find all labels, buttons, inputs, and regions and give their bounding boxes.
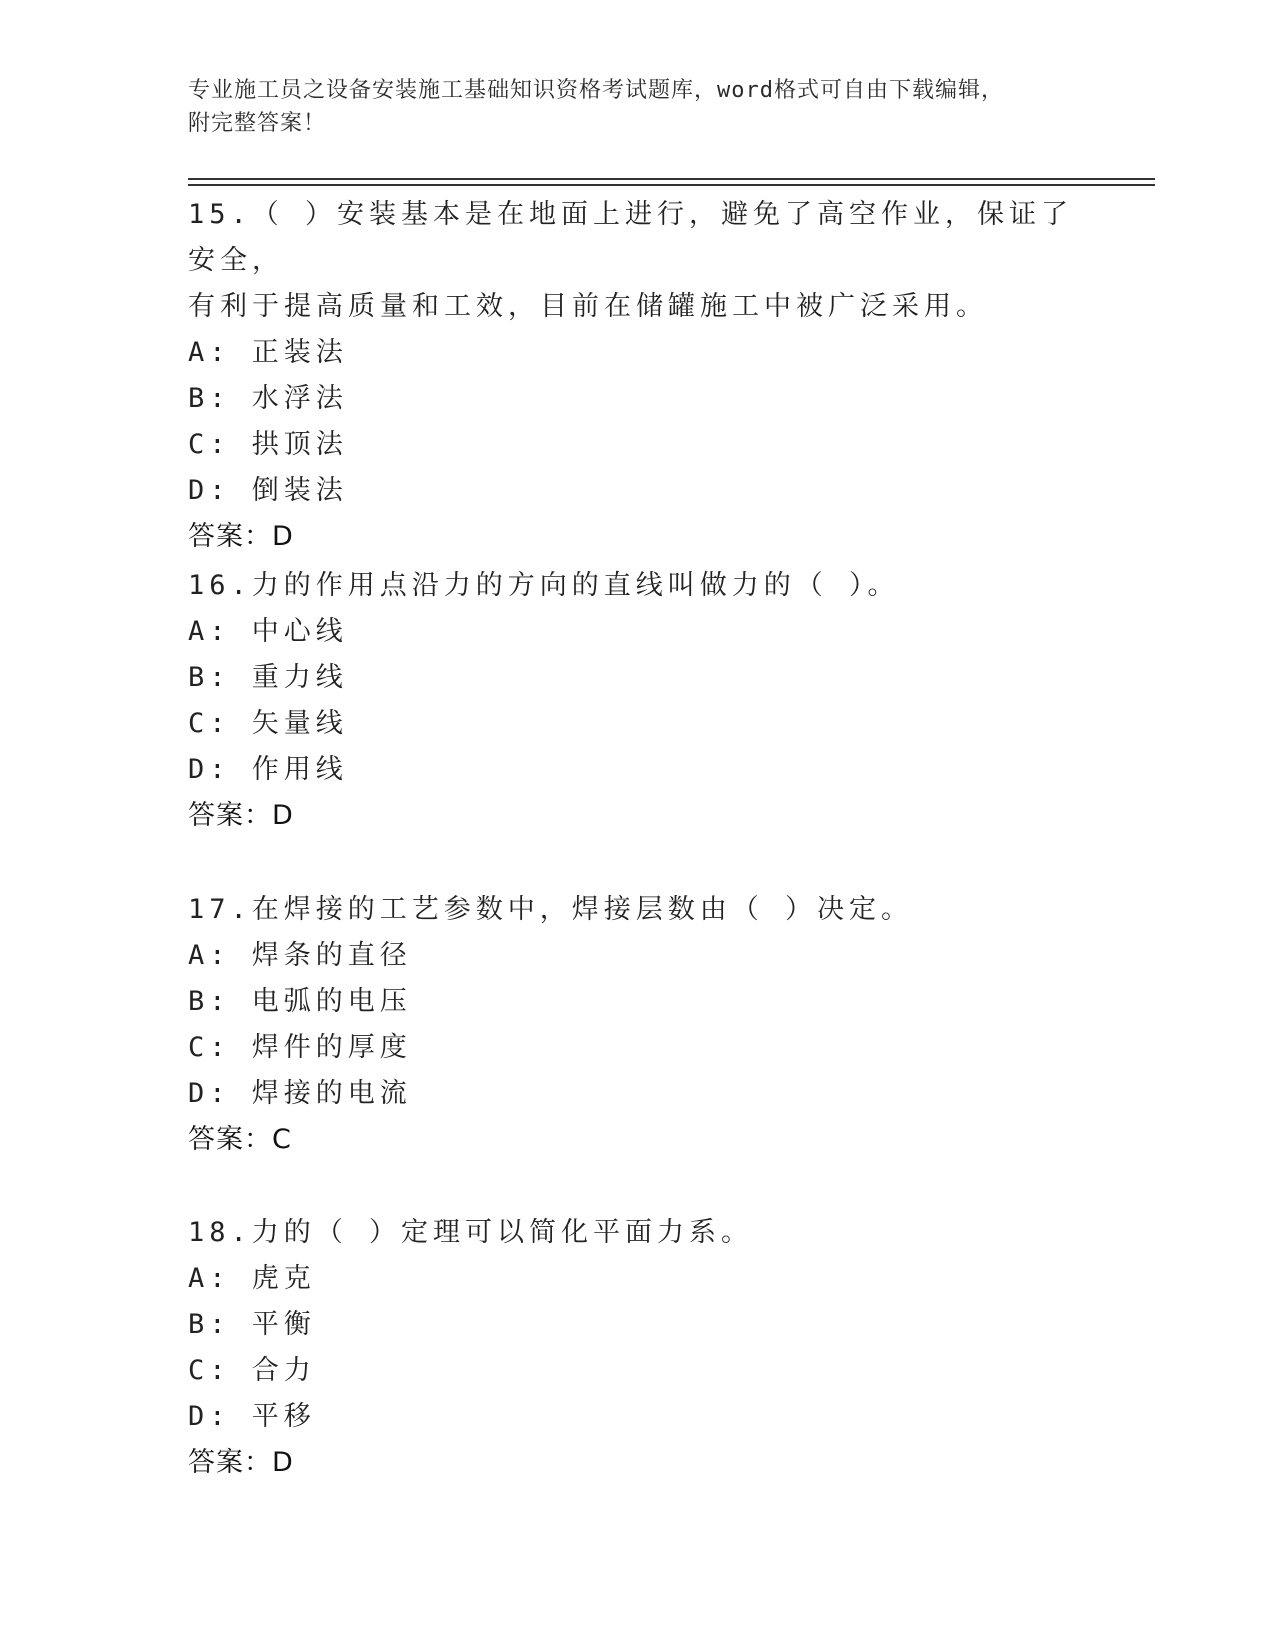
option-d: D: 平移	[188, 1401, 316, 1432]
answer-label: 答案：D	[188, 800, 294, 831]
option-b: B: 重力线	[188, 662, 348, 693]
header-divider-bottom	[188, 184, 1155, 186]
header-line-1: 专业施工员之设备安装施工基础知识资格考试题库，word格式可自由下载编辑，	[188, 78, 1004, 103]
answer-label: 答案：D	[188, 1447, 294, 1478]
question-18	[188, 1210, 1088, 1486]
option-c: C: 拱顶法	[188, 429, 348, 460]
question-text: 18.力的（ ）定理可以简化平面力系。	[188, 1217, 754, 1248]
header-line-2: 附完整答案！	[188, 111, 327, 136]
option-d: D: 焊接的电流	[188, 1078, 412, 1109]
option-d: D: 作用线	[188, 754, 348, 785]
option-c: C: 焊件的厚度	[188, 1032, 412, 1063]
option-b: B: 水浮法	[188, 383, 348, 414]
question-text: 16.力的作用点沿力的方向的直线叫做力的（ ）。	[188, 570, 900, 601]
question-text: 17.在焊接的工艺参数中，焊接层数由（ ）决定。	[188, 894, 914, 925]
answer-label: 答案：C	[188, 1124, 292, 1155]
question-text: 15.（ ）安装基本是在地面上进行，避免了高空作业，保证了安全，	[188, 199, 1074, 276]
option-d: D: 倒装法	[188, 475, 348, 506]
option-b: B: 电弧的电压	[188, 986, 412, 1017]
question-15	[188, 192, 1088, 560]
header-divider-top	[188, 178, 1155, 180]
option-c: C: 矢量线	[188, 708, 348, 739]
option-a: A: 中心线	[188, 616, 348, 647]
question-text-continued: 有利于提高质量和工效，目前在储罐施工中被广泛采用。	[188, 291, 988, 322]
option-a: A: 焊条的直径	[188, 940, 412, 971]
question-16	[188, 563, 1088, 839]
option-c: C: 合力	[188, 1355, 316, 1386]
document-header	[188, 74, 1088, 140]
option-b: B: 平衡	[188, 1309, 316, 1340]
option-a: A: 虎克	[188, 1263, 316, 1294]
question-17	[188, 887, 1088, 1163]
answer-label: 答案：D	[188, 521, 294, 552]
option-a: A: 正装法	[188, 337, 348, 368]
